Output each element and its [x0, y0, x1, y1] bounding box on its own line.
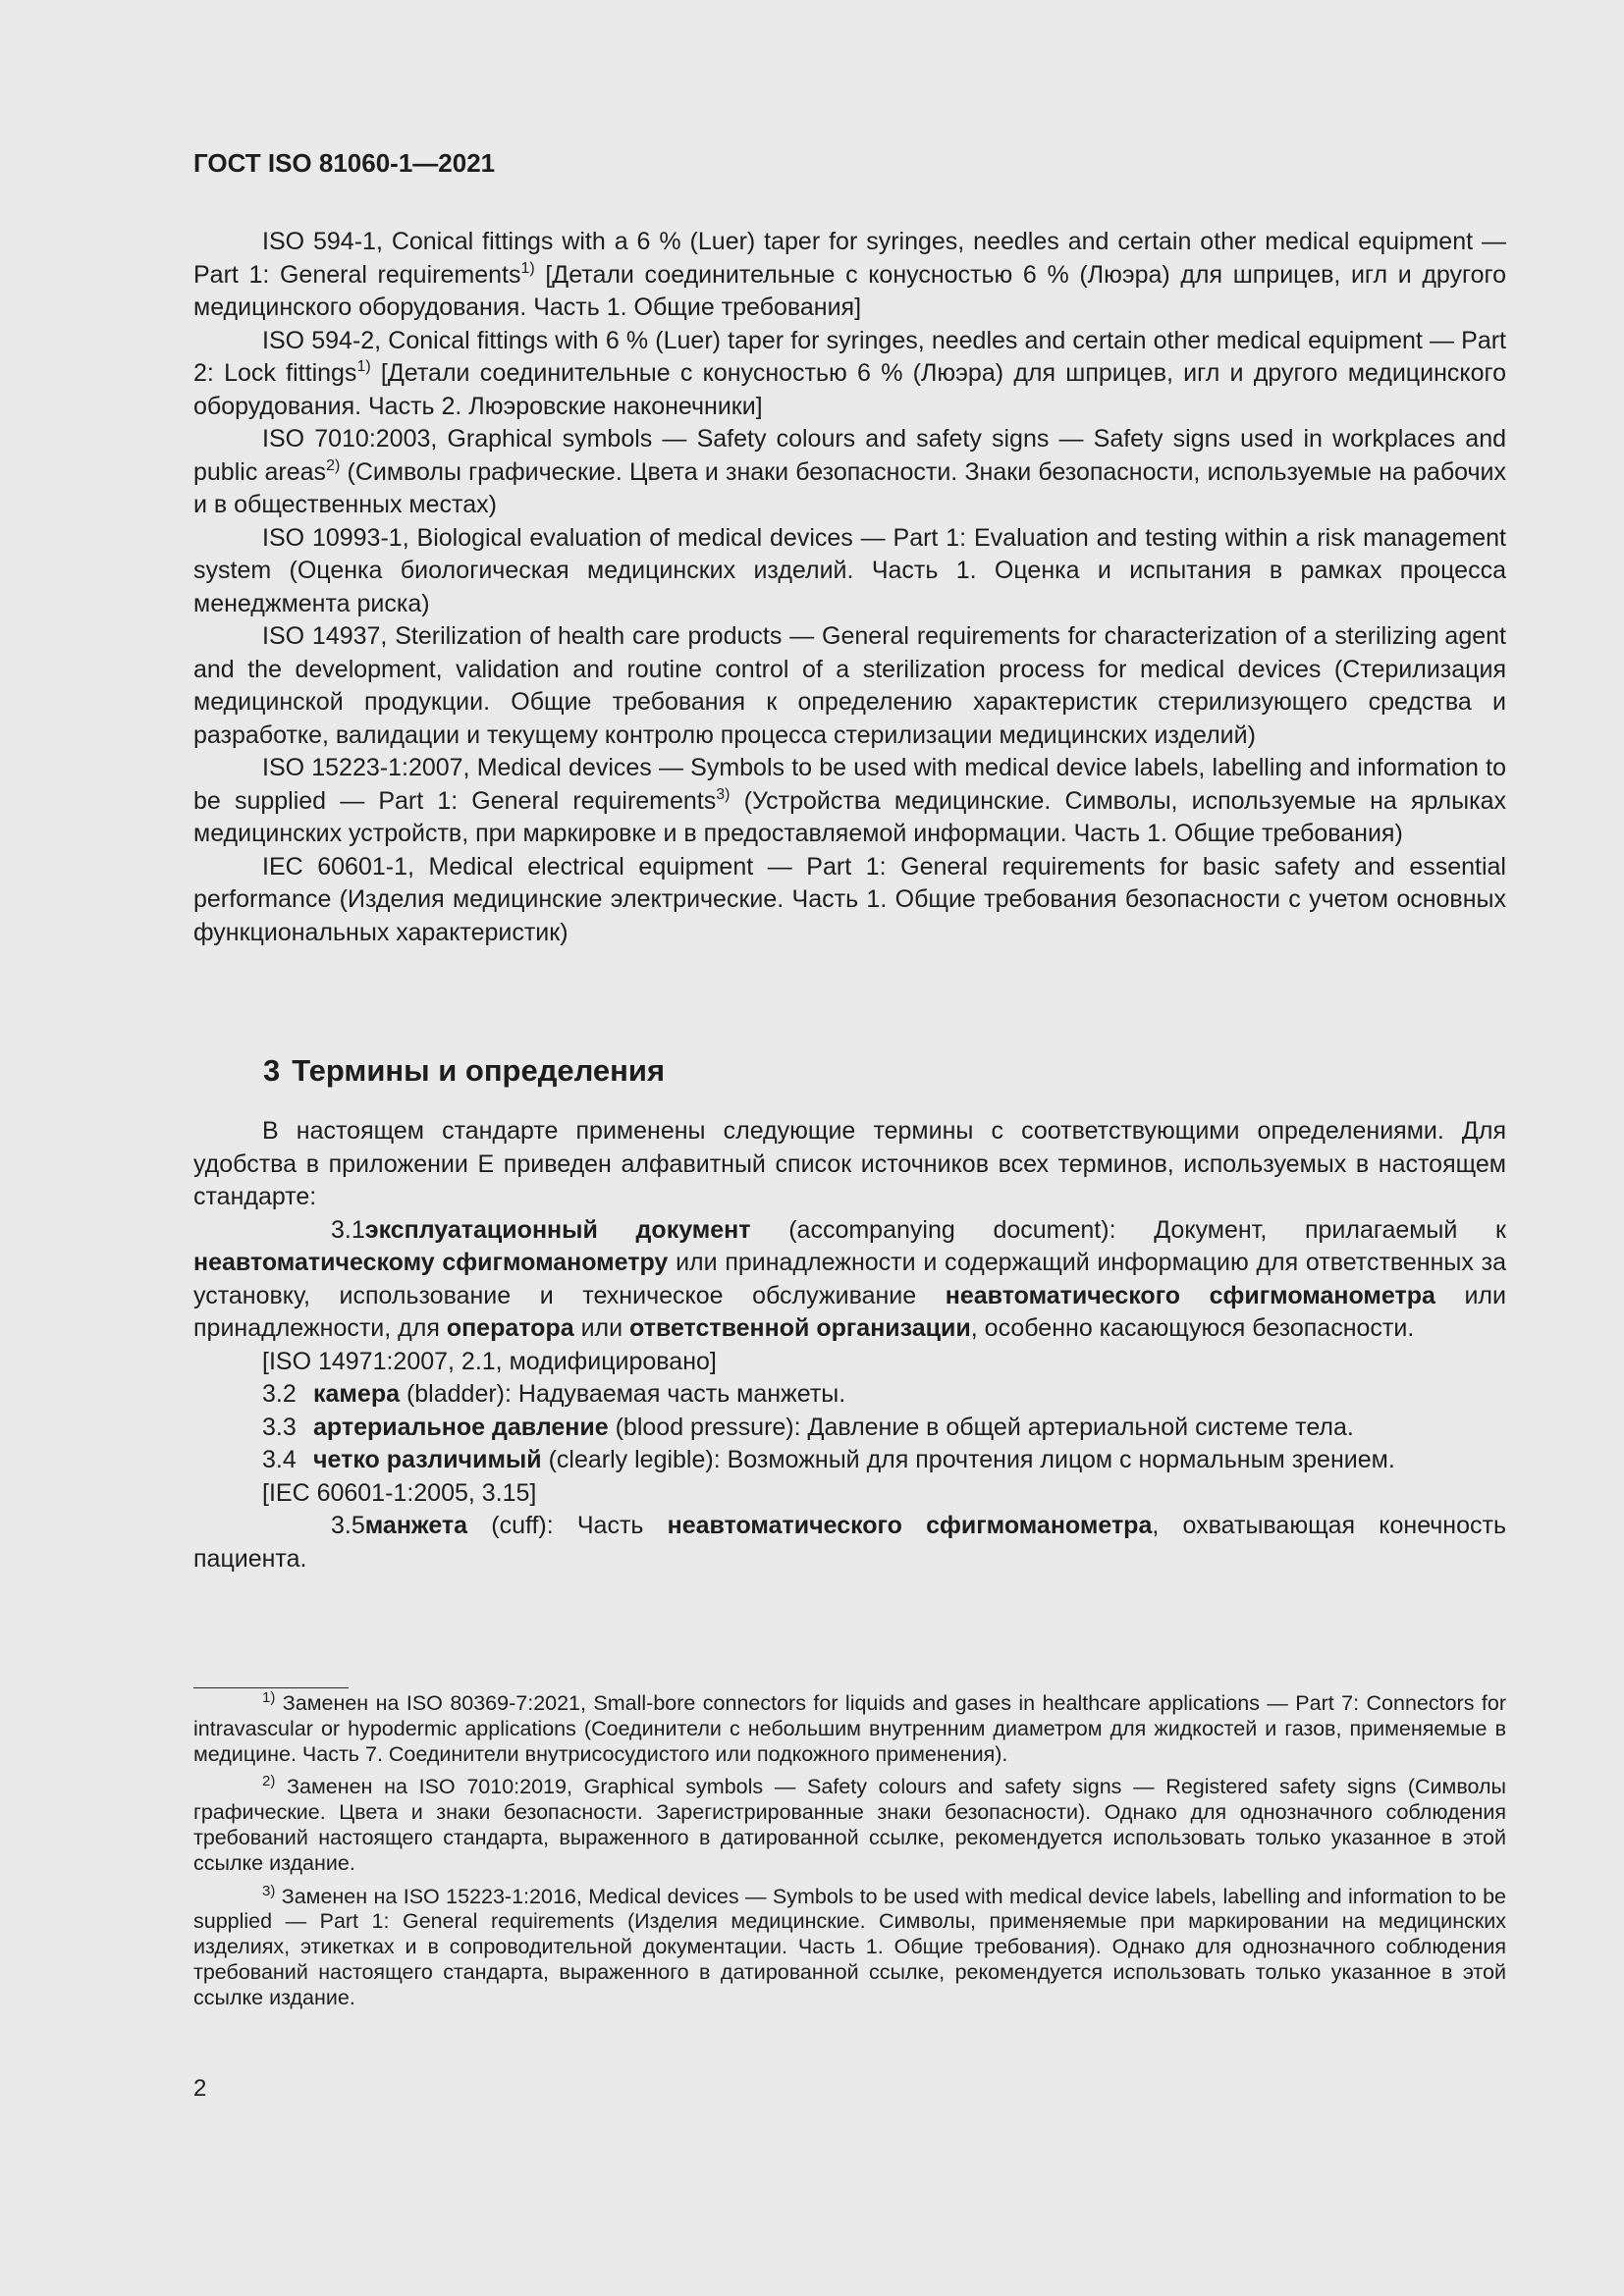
reference-iso-14937: [193, 620, 1506, 752]
term-definition: (cuff): Часть: [467, 1512, 668, 1539]
term-definition: (blood pressure): Давление в общей артериальной системе тела.: [608, 1413, 1354, 1441]
reference-translation: (Символы графические. Цвета и знаки безопасности. Знаки безопасности, используемые на рабочих и в общественных местах): [193, 457, 1506, 518]
reference-iso-594-2: [193, 325, 1506, 424]
reference-text: ISO 10993-1, Biological evaluation of medical devices — Part 1: Evaluation and testing within a risk management system (Оценка биологическая медицинских изделий. Часть 1. Оценка и испытания в рамках процесса менеджмента риска): [193, 523, 1506, 617]
document-header: ГОСТ ISO 81060-1—2021: [193, 148, 496, 178]
term-name: эксплуатационный документ: [364, 1215, 751, 1244]
term-definition: (accompanying document): Документ, прилагаемый к: [750, 1215, 1506, 1244]
reference-translation: [Детали соединительные с конусностью 6 % (Люэра) для шприцев, игл и другого медицинского оборудования. Часть 2. Люэровские наконечники]: [193, 359, 1506, 420]
reference-translation: (Устройства медицинские. Символы, используемые на ярлыках медицинских устройств, при маркировке и в предоставляемой информации. Часть 1. Общие требования): [193, 786, 1506, 847]
reference-iso-594-1: [193, 226, 1506, 325]
footnotes: [193, 1691, 1506, 2019]
footnote-mark: 2): [262, 1773, 276, 1790]
term-reference: ответственной организации: [629, 1314, 971, 1342]
section-heading: [263, 1053, 665, 1089]
footnote-3: [193, 1882, 1506, 2011]
section-number: 3: [263, 1053, 281, 1088]
reference-text: ISO 594-1, Conical fittings with a 6 % (Luer) taper for syringes, needles and certain other medical equipment — Part 1: General requirements: [193, 228, 1506, 289]
term-reference: оператора: [446, 1314, 574, 1342]
reference-text: ISO 14937, Sterilization of health care products — General requirements for characterization of a sterilizing agent and the development, validation and routine control of a sterilization process for medical devices (Стерилизация медицинской продукции. Общие требования к определению характеристик стерилизующего средства и разработке, валидации и текущему контролю процесса стерилизации медицинских изделий): [193, 622, 1506, 749]
footnote-mark: 1): [356, 358, 371, 375]
term-definition: или принадлежности, для: [193, 1281, 1506, 1342]
term-source: [IEC 60601-1:2005, 3.15]: [262, 1478, 537, 1507]
reference-iso-15223-1: [193, 752, 1506, 851]
section-intro: В настоящем стандарте применены следующие термины с соответствующими определениями. Для удобства в приложении Е приведен алфавитный список источников всех терминов, используемых в настоящем стандарте:: [193, 1117, 1506, 1210]
reference-iec-60601-1: [193, 851, 1506, 950]
reference-translation: [Детали соединительные с конусностью 6 % (Люэра) для шприцев, игл и другого медицинского оборудования. Часть 1. Общие требования]: [193, 260, 1506, 321]
footnote-1: [193, 1691, 1506, 1767]
term-name: артериальное давление: [313, 1413, 609, 1441]
term-3-3: [193, 1412, 1506, 1445]
term-3-2: [193, 1378, 1506, 1412]
footnote-text: Заменен на ISO 15223-1:2016, Medical devices — Symbols to be used with medical device labels, labelling and information to be supplied — Part 1: General requirements (Изделия медицинские. Символы, применяемые при маркировании на медицинских изделиях, этикетках и в сопроводительной документации. Часть 1. Общие требования). Однако для однозначного соблюдения требований настоящего стандарта, выраженного в датированной ссылке, рекомендуется использовать только указанное в этой ссылке издание.: [193, 1884, 1506, 2009]
term-number: 3.3: [262, 1413, 297, 1441]
footnote-mark: 1): [520, 259, 535, 277]
term-3-4: [193, 1444, 1506, 1477]
reference-iso-7010: [193, 423, 1506, 522]
reference-text: ISO 7010:2003, Graphical symbols — Safety colours and safety signs — Safety signs used in workplaces and public areas: [193, 425, 1506, 486]
term-number: 3.5: [331, 1512, 365, 1539]
term-definition: (bladder): Надуваемая часть манжеты.: [400, 1380, 846, 1408]
terms-section: [193, 1115, 1506, 1575]
term-number: 3.1: [331, 1215, 365, 1244]
term-number: 3.2: [262, 1380, 297, 1408]
footnote-mark: 1): [262, 1689, 276, 1706]
term-definition: , особенно касающуюся безопасности.: [970, 1314, 1415, 1342]
footnote-mark: 3): [716, 785, 731, 803]
term-reference: неавтоматическому сфигмоманометру: [193, 1249, 669, 1276]
term-reference: неавтоматического сфигмоманометра: [945, 1281, 1435, 1309]
term-3-5: [193, 1510, 1506, 1575]
term-definition: (clearly legible): Возможный для прочтения лицом с нормальным зрением.: [541, 1446, 1395, 1473]
term-name: четко различимый: [313, 1446, 542, 1473]
normative-references: [193, 226, 1506, 949]
reference-text: ISO 15223-1:2007, Medical devices — Symbols to be used with medical device labels, labelling and information to be supplied — Part 1: General requirements: [193, 754, 1506, 815]
term-number: 3.4: [262, 1446, 297, 1473]
section-title: Термины и определения: [292, 1053, 666, 1088]
reference-text: IEC 60601-1, Medical electrical equipment — Part 1: General requirements for basic safety and essential performance (Изделия медицинские электрические. Часть 1. Общие требования безопасности с учетом основных функциональных характеристик): [193, 852, 1506, 946]
term-source: [ISO 14971:2007, 2.1, модифицировано]: [262, 1347, 717, 1375]
term-name: камера: [313, 1380, 400, 1408]
term-definition: , охватывающая конечность пациента.: [193, 1512, 1506, 1573]
footnote-text: Заменен на ISO 80369-7:2021, Small-bore connectors for liquids and gases in healthcare applications — Part 7: Connectors for intravascular or hypodermic applications (Соединители с небольшим внутренним диаметром для жидкостей и газов, применяемые в медицине. Часть 7. Соединители внутрисосудистого или подкожного применения).: [193, 1691, 1506, 1766]
footnote-divider: [193, 1687, 349, 1688]
reference-text: ISO 594-2, Conical fittings with 6 % (Luer) taper for syringes, needles and certain other medical equipment — Part 2: Lock fittings: [193, 326, 1506, 387]
footnote-mark: 3): [262, 1882, 276, 1899]
term-definition: или принадлежности и содержащий информацию для ответственных за установку, использование и техническое обслуживание: [193, 1249, 1506, 1309]
reference-iso-10993-1: [193, 522, 1506, 621]
footnote-mark: 2): [326, 456, 341, 474]
term-name: манжета: [364, 1512, 468, 1539]
footnote-2: [193, 1775, 1506, 1876]
footnote-text: Заменен на ISO 7010:2019, Graphical symbols — Safety colours and safety signs — Registered safety signs (Символы графические. Цвета и знаки безопасности. Зарегистрированные знаки безопасности). Однако для однозначного соблюдения требований настоящего стандарта, выраженного в датированной ссылке, рекомендуется использовать только указанное в этой ссылке издание.: [193, 1775, 1506, 1875]
term-reference: неавтоматического сфигмоманометра: [667, 1512, 1153, 1539]
term-definition: или: [573, 1314, 630, 1342]
term-3-1: [193, 1214, 1506, 1346]
page-number: 2: [193, 2075, 207, 2102]
